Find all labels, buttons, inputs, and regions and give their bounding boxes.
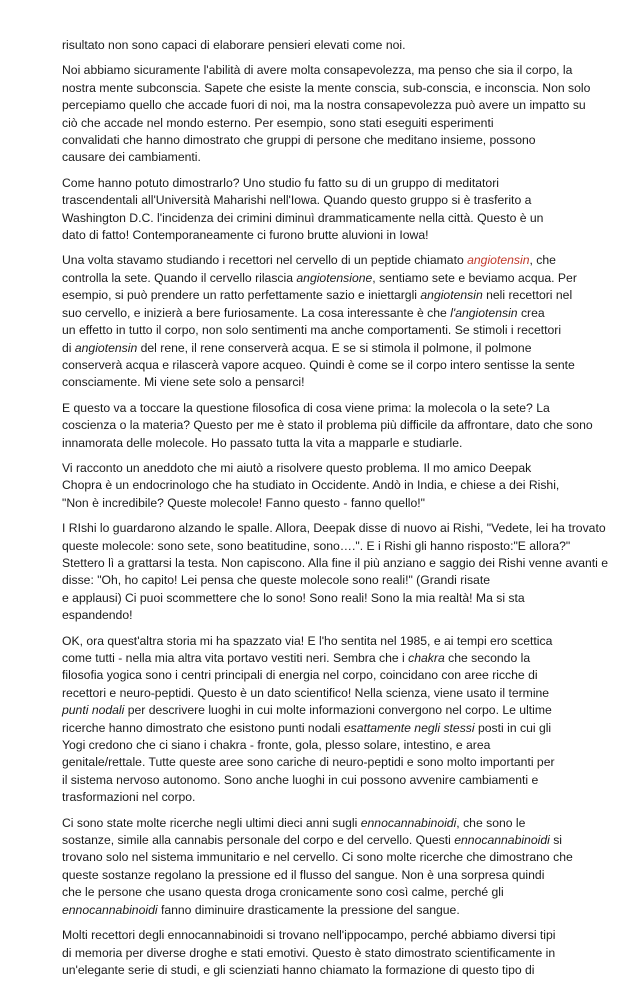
text-line — [62, 685, 582, 702]
text-line — [62, 357, 582, 374]
text-line — [62, 633, 582, 650]
text-segment: Una volta stavamo studiando i recettori nel cervello di un peptide chiamato — [62, 253, 468, 268]
text-segment: che le persone che usano questa droga cronicamente sono così calme, perché gli — [62, 885, 504, 900]
text-line — [62, 400, 582, 417]
paragraph — [62, 62, 591, 166]
text-line — [62, 97, 586, 114]
text-line — [62, 62, 582, 79]
text-line — [62, 902, 582, 919]
text-line — [62, 772, 582, 789]
text-line — [62, 962, 582, 979]
text-line — [62, 927, 582, 944]
text-segment: Yogi credono che ci siano i chakra - fronte, gola, plesso solare, intestino, e area — [62, 738, 491, 753]
highlighted-term: angiotensin — [467, 253, 530, 268]
text-segment: Noi abbiamo sicuramente l'abilità di avere molta consapevolezza, ma penso che sia il corpo, la — [62, 63, 573, 78]
text-line — [62, 252, 582, 269]
text-line — [62, 460, 582, 477]
text-line — [62, 607, 582, 624]
text-line — [62, 832, 582, 849]
text-segment: si — [549, 833, 562, 848]
text-line — [62, 435, 582, 452]
text-line — [62, 555, 609, 572]
text-segment: Molti recettori degli ennocannabinoidi si trovano nell'ippocampo, perché abbiamo diversi tipi — [62, 928, 556, 943]
text-line — [62, 572, 582, 589]
text-line — [62, 495, 582, 512]
text-line — [62, 789, 582, 806]
text-segment: Chopra è un endocrinologo che ha studiato in Occidente. Andò in India, e chiese a dei Rishi, — [62, 478, 560, 493]
text-segment: di — [62, 340, 75, 355]
text-segment: che secondo la — [444, 651, 531, 665]
text-segment: un'elegante serie di studi, e gli scienziati hanno chiamato la formazione di questo tipo di — [62, 962, 535, 977]
text-segment: , che sono le — [456, 815, 526, 830]
text-segment: fanno diminuire drasticamente la pressione del sangue. — [157, 902, 460, 917]
text-line — [62, 37, 582, 54]
text-segment: queste molecole: sono sete, sono beatitudine, sono….". E i Rishi gli hanno risposto:"E allora?" — [62, 538, 571, 553]
text-line — [62, 227, 582, 244]
text-segment: causare dei cambiamenti. — [62, 150, 201, 165]
text-segment: Stettero lì a grattarsi la testa. Non capiscono. Alla fine il più anziano e saggio dei Rishi venne avanti e — [62, 555, 609, 570]
text-segment: trovano solo nel sistema immunitario e nel cervello. Ci sono molte ricerche che dimostrano che — [62, 850, 573, 865]
paragraph — [62, 815, 582, 919]
text-line — [62, 210, 582, 227]
text-segment: sostanze, simile alla cannabis personale del corpo e del cervello. Questi — [62, 833, 455, 848]
italic-term: ennocannabinoidi — [360, 815, 457, 830]
italic-term: chakra — [408, 651, 445, 665]
text-segment: Come hanno potuto dimostrarlo? Uno studio fu fatto su di un gruppo di meditatori — [62, 175, 499, 190]
text-line — [62, 667, 582, 684]
text-line — [62, 945, 582, 962]
text-line — [62, 884, 582, 901]
text-segment: innamorata delle molecole. Ho passato tutta la vita a mapparle e studiarle. — [62, 435, 463, 450]
text-line — [62, 80, 591, 97]
text-segment: recettori e neuro-peptidi. Questo è un dato scientifico! Nella scienza, viene usato il termine — [62, 685, 550, 700]
text-line — [62, 849, 582, 866]
text-line — [62, 737, 582, 754]
text-segment: neli recettori nel — [482, 288, 573, 303]
text-segment: di memoria per diverse droghe e stati emotivi. Questo è stato dimostrato scientificamente in — [62, 945, 556, 960]
text-segment: "Non è incredibile? Queste molecole! Fanno questo - fanno quello!" — [62, 495, 425, 510]
text-segment: Washington D.C. l'incidenza dei crimini diminuì drammaticamente nella città. Questo è un — [62, 210, 544, 225]
italic-term: angiotensin — [74, 340, 138, 355]
text-segment: E questo va a toccare la questione filosofica di cosa viene prima: la molecola o la sete? La — [62, 400, 550, 415]
text-segment: convalidati che hanno dimostrato che gruppi di persone che meditano insieme, possono — [62, 133, 536, 148]
text-line — [62, 815, 582, 832]
text-segment: ricerche hanno dimostrato che esistono punti nodali — [62, 720, 344, 735]
text-segment: conserverà acqua e rilascerà vapore acqueo. Quindi è come se il corpo intero sentisse la sente — [62, 357, 575, 372]
text-line — [62, 192, 582, 209]
text-segment: I RIshi lo guardarono alzando le spalle. Allora, Deepak disse di nuovo ai Rishi, "Vedete, lei ha trovato — [62, 521, 606, 536]
text-segment: risultato non sono capaci di elaborare pensieri elevati come noi. — [62, 38, 406, 52]
text-segment: Vi racconto un aneddoto che mi aiutò a risolvere questo problema. Il mo amico Deepak — [62, 460, 532, 475]
text-line — [62, 340, 582, 357]
italic-term: ennocannabinoidi — [454, 833, 550, 848]
text-line — [62, 538, 582, 555]
text-line — [62, 374, 582, 391]
italic-term: angiotensin — [420, 288, 483, 303]
italic-term: angiotensione — [296, 270, 373, 285]
text-segment: , che — [529, 253, 556, 268]
text-line — [62, 175, 582, 192]
italic-term: esattamente negli stessi — [343, 720, 475, 735]
text-segment: posti in cui gli — [474, 720, 552, 735]
text-segment: , sentiamo sete e beviamo acqua. Per — [372, 270, 577, 285]
text-line — [62, 520, 606, 537]
text-segment: suo cervello, e inizierà a bere furiosamente. La cosa interessante è che — [62, 305, 451, 320]
text-segment: ciò che accade nel mondo esterno. Per esempio, sono stati eseguiti esperimenti — [62, 115, 494, 130]
text-segment: disse: "Oh, ho capito! Lei pensa che queste molecole sono reali!" (Grandi risate — [62, 573, 491, 588]
text-segment: controlla la sete. Quando il cervello rilascia — [62, 270, 297, 285]
text-segment: come tutti - nella mia altra vita portavo vestiti neri. Sembra che i — [62, 651, 409, 665]
italic-term: ennocannabinoidi — [62, 902, 158, 917]
text-line — [62, 287, 582, 304]
text-line — [62, 702, 582, 719]
text-line — [62, 590, 582, 607]
text-segment: per descrivere luoghi in cui molte informazioni convergono nel corpo. Le ultime — [124, 703, 552, 718]
text-line — [62, 754, 582, 771]
paragraph — [62, 175, 582, 245]
paragraph — [62, 520, 609, 624]
text-segment: e applausi) Ci puoi scommettere che lo sono! Sono reali! Sono la mia realtà! Ma si sta — [62, 590, 525, 605]
paragraph — [62, 633, 582, 807]
text-segment: consciamente. Mi viene sete solo a pensarci! — [62, 375, 305, 390]
text-segment: dato di fatto! Contemporaneamente ci furono brutte aluvioni in Iowa! — [62, 228, 429, 243]
text-segment: esempio, si può prendere un ratto perfettamente sazio e iniettargli — [62, 288, 421, 303]
text-line — [62, 270, 582, 287]
text-line — [62, 132, 582, 149]
text-line — [62, 115, 582, 132]
text-segment: coscienza o la materia? Questo per me è stato il problema più difficile da affrontare, dato che sono — [62, 418, 593, 433]
text-line — [62, 477, 582, 494]
text-line — [62, 149, 582, 166]
text-line — [62, 720, 582, 737]
text-segment: filosofia yogica sono i centri principali di energia nel corpo, coincidano con aree ricche di — [62, 668, 538, 683]
text-segment: percepiamo quello che accade fuori di noi, ma la nostra consapevolezza può avere un impatto su — [62, 98, 586, 113]
text-segment: Ci sono state molte ricerche negli ultimi dieci anni sugli — [62, 815, 361, 830]
paragraph — [62, 37, 582, 54]
document-page — [62, 37, 609, 987]
text-line — [62, 867, 582, 884]
paragraph — [62, 252, 582, 391]
text-segment: il sistema nervoso autonomo. Sono anche luoghi in cui possono avvenire cambiamenti e — [62, 772, 539, 787]
text-line — [62, 417, 593, 434]
text-segment: crea — [517, 305, 545, 320]
text-segment: nostra mente subconscia. Sapete che esiste la mente conscia, sub-conscia, e inconscia. Non solo — [62, 80, 591, 95]
text-segment: genitale/rettale. Tutte queste aree sono cariche di neuro-peptidi e sono molto importanti per — [62, 755, 555, 770]
text-segment: un effetto in tutto il corpo, non solo sentimenti ma anche comportamenti. Se stimoli i recettori — [62, 323, 562, 338]
text-line — [62, 322, 582, 339]
paragraph — [62, 927, 582, 979]
text-segment: trasformazioni nel corpo. — [62, 790, 196, 805]
text-line — [62, 650, 582, 667]
text-segment: queste sostanze regolano la pressione ed il flusso del sangue. Non è una sorpresa quindi — [62, 867, 545, 882]
italic-term: punti nodali — [62, 703, 125, 718]
text-segment: del rene, il rene conserverà acqua. E se si stimola il polmone, il polmone — [137, 340, 532, 355]
italic-term: l'angiotensin — [450, 305, 518, 320]
text-segment: OK, ora quest'altra storia mi ha spazzato via! E l'ho sentita nel 1985, e ai tempi ero scettica — [62, 633, 553, 648]
text-line — [62, 305, 582, 322]
text-segment: trascendentali all'Università Maharishi nell'Iowa. Quando questo gruppo si è trasferito a — [62, 193, 532, 208]
paragraph — [62, 400, 593, 452]
text-segment: espandendo! — [62, 608, 133, 623]
paragraph — [62, 460, 582, 512]
